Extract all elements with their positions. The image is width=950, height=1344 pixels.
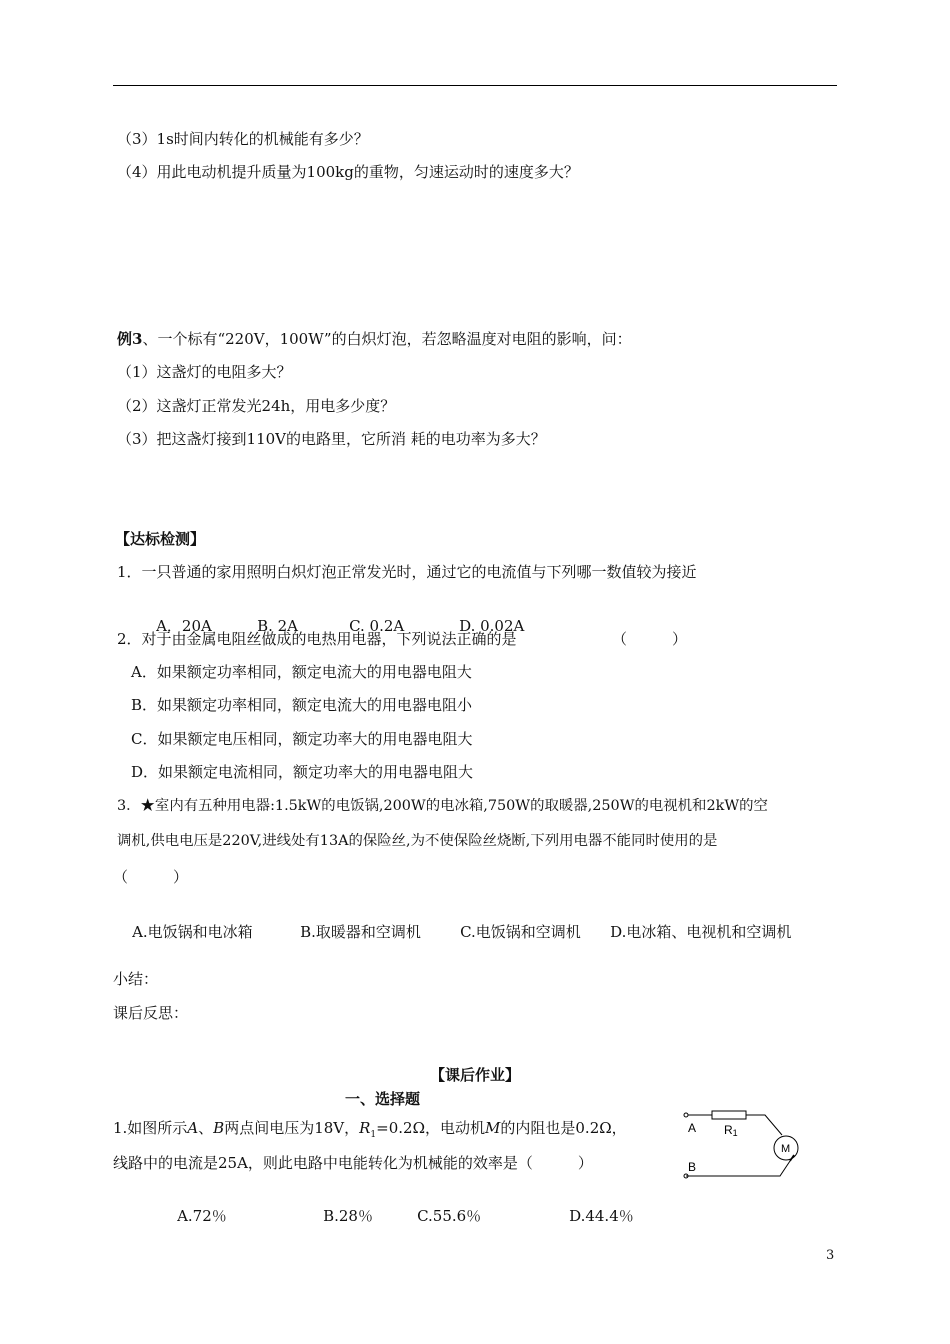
homework-q1-line2: 线路中的电流是25A，则此电路中电能转化为机械能的效率是（ ） bbox=[113, 1154, 593, 1172]
check-q3-option-c: C.电饭锅和空调机 bbox=[460, 923, 581, 941]
homework-q1-option-d: D.44.4％ bbox=[569, 1207, 634, 1225]
wire-bottom bbox=[686, 1161, 790, 1176]
check-q3-option-b: B.取暖器和空调机 bbox=[300, 923, 421, 941]
check-q3-option-d: D.电冰箱、电视机和空调机 bbox=[610, 923, 792, 941]
example3-q2: （2）这盏灯正常发光24h，用电多少度？ bbox=[117, 397, 396, 415]
label-a: A bbox=[688, 1121, 697, 1135]
homework-title: 【课后作业】 bbox=[429, 1066, 520, 1084]
check-q3-line2: 调机,供电电压是220V,进线处有13A的保险丝,为不使保险丝烧断,下列用电器不能同时使用的是 bbox=[117, 833, 718, 849]
homework-q1-option-a: A.72％ bbox=[177, 1207, 227, 1225]
check-q3-options bbox=[113, 902, 791, 962]
check-q2-option-a: A．如果额定功率相同，额定电流大的用电器电阻大 bbox=[131, 663, 472, 681]
check-q2-stem: 2．对于由金属电阻丝做成的电热用电器，下列说法正确的是 bbox=[117, 630, 517, 648]
q1-text-post: =0.2Ω，电动机 bbox=[376, 1119, 486, 1137]
part-a-q3: （3）1s时间内转化的机械能有多少？ bbox=[117, 130, 369, 148]
reflection-label: 课后反思： bbox=[113, 1004, 189, 1022]
check-title: 【达标检测】 bbox=[115, 530, 206, 548]
wire-top-right bbox=[746, 1115, 782, 1135]
example3-q1: （1）这盏灯的电阻多大？ bbox=[117, 363, 292, 381]
check-q3-option-a: A.电饭锅和电冰箱 bbox=[132, 923, 253, 941]
label-r bbox=[724, 1123, 738, 1138]
q1-motor-symbol: M bbox=[485, 1119, 501, 1137]
q1-resistor-symbol: R bbox=[359, 1119, 371, 1137]
page-number: 3 bbox=[826, 1248, 835, 1263]
example3-stem-text: 、一个标有“220V，100W”的白炽灯泡，若忽略温度对电阻的影响，问： bbox=[142, 330, 632, 348]
q1-text-pre: 1.如图所示 bbox=[113, 1119, 188, 1137]
check-q3-blank: （ ） bbox=[113, 868, 189, 886]
example3-q3: （3）把这盏灯接到110V的电路里，它所消 耗的电功率为多大？ bbox=[117, 430, 546, 448]
check-q1-option-a: A．20A bbox=[156, 617, 212, 635]
homework-q1-options bbox=[158, 1186, 634, 1246]
summary-label: 小结： bbox=[113, 970, 159, 988]
homework-q1-option-b: B.28％ bbox=[323, 1207, 373, 1225]
q1-text-end: 的内阻也是0.2Ω， bbox=[500, 1119, 627, 1137]
example3-label: 例3 bbox=[117, 330, 143, 348]
q1-separator: 、 bbox=[198, 1119, 214, 1137]
q1-resistor-subscript: 1 bbox=[370, 1130, 377, 1140]
part-a-q4: （4）用此电动机提升质量为100kg的重物，匀速运动时的速度多大？ bbox=[117, 163, 579, 181]
circuit-diagram bbox=[680, 1105, 810, 1185]
check-q1-option-c: C. 0.2A bbox=[349, 617, 405, 635]
check-q3-line1: 3．★室内有五种用电器:1.5kW的电饭锅,200W的电冰箱,750W的取暖器,250W的电视机和2kW的空 bbox=[117, 798, 768, 814]
check-q1-option-d: D. 0.02A bbox=[459, 617, 525, 635]
label-r-subscript: 1 bbox=[732, 1128, 738, 1138]
q1-point-a: A bbox=[187, 1119, 199, 1137]
label-b: B bbox=[688, 1160, 697, 1174]
example3-stem bbox=[117, 329, 632, 349]
check-q2-option-b: B．如果额定功率相同，额定电流大的用电器电阻小 bbox=[131, 696, 473, 714]
header-rule bbox=[113, 85, 837, 86]
homework-section-title: 一、选择题 bbox=[345, 1090, 421, 1108]
q1-text-mid: 两点间电压为18V， bbox=[224, 1119, 360, 1137]
resistor-r1 bbox=[712, 1111, 746, 1119]
check-q1-option-b: B. 2A bbox=[257, 617, 299, 635]
homework-q1-line1 bbox=[113, 1118, 627, 1145]
label-m: M bbox=[781, 1143, 791, 1155]
check-q2-option-c: C．如果额定电压相同，额定功率大的用电器电阻大 bbox=[131, 730, 473, 748]
label-r-main: R bbox=[724, 1123, 733, 1137]
homework-q1-option-c: C.55.6％ bbox=[417, 1207, 482, 1225]
q1-point-b: B bbox=[213, 1119, 225, 1137]
check-q2-option-d: D．如果额定电流相同，额定功率大的用电器电阻大 bbox=[131, 763, 474, 781]
check-q2-blank: （ ） bbox=[612, 630, 688, 648]
terminal-a bbox=[684, 1113, 688, 1117]
check-q1-stem: 1．一只普通的家用照明白炽灯泡正常发光时，通过它的电流值与下列哪一数值较为接近 bbox=[117, 563, 697, 581]
